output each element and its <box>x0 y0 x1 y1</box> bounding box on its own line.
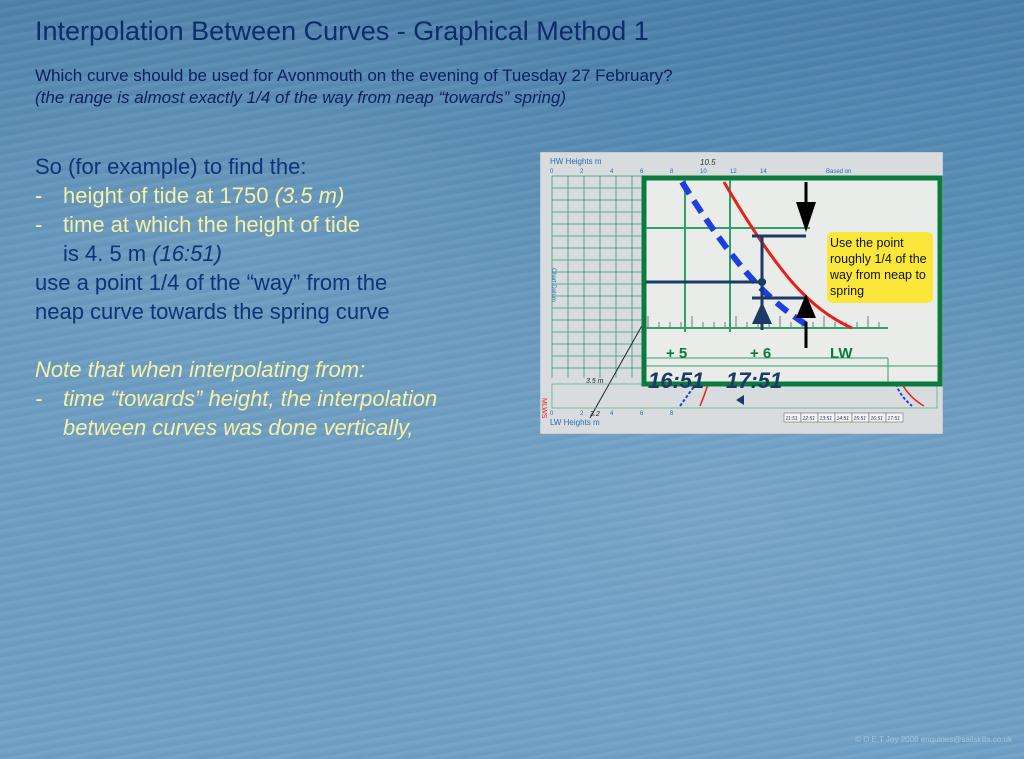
bullet-time: - time at which the height of tide <box>35 212 361 237</box>
note-heading: Note that when interpolating from: <box>35 357 366 382</box>
top-tick-label: 2 <box>580 169 584 175</box>
bullet-time-cont: is 4. 5 m (16:51) <box>63 241 222 266</box>
top-marker: 10.5 <box>700 158 716 167</box>
time-box-label: 11:51 <box>785 416 798 422</box>
use-line-2: neap curve towards the spring curve <box>35 299 390 324</box>
note-bullet-cont: between curves was done vertically, <box>63 415 414 440</box>
bottom-tick-label: 2 <box>580 411 584 417</box>
use-line-1: use a point 1/4 of the “way” from the <box>35 270 388 295</box>
bottom-tick-label: 0 <box>550 411 554 417</box>
bottom-tick-label: 4 <box>610 411 614 417</box>
top-tick-label: 8 <box>670 169 674 175</box>
interpolation-point <box>758 278 766 286</box>
time-box-label: 13:51 <box>819 416 833 422</box>
copyright: © O E T Joy 2008 enquiries@sailskills.co.uk <box>855 735 1012 744</box>
bottom-marker: 3.2 <box>590 411 600 418</box>
subtitle-line-1: Which curve should be used for Avonmouth on the evening of Tuesday 27 February? <box>35 66 673 85</box>
inset-time-label: 16:51 <box>648 368 705 393</box>
top-tick-label: 14 <box>760 169 767 175</box>
body-text <box>35 152 505 442</box>
bottom-axis-label: LW Heights m <box>550 418 600 427</box>
time-box-label: 15:51 <box>853 416 867 422</box>
time-boxes <box>784 413 903 422</box>
bullet-height: - height of tide at 1750 (3.5 m) <box>35 183 345 208</box>
slide-title: Interpolation Between Curves - Graphical Method 1 <box>35 16 649 46</box>
inset-time-label: 17:51 <box>726 368 783 393</box>
subtitle-line-2: (the range is almost exactly 1/4 of the way from neap “towards” spring) <box>35 88 567 107</box>
top-axis-label: HW Heights m <box>550 157 602 166</box>
top-tick-label: 10 <box>700 169 707 175</box>
slide-subtitle <box>35 65 673 109</box>
top-tick-label: 0 <box>550 169 554 175</box>
hour-label: + 5 <box>666 345 688 362</box>
intro-line: So (for example) to find the: <box>35 154 307 179</box>
note-bullet: - time “towards” height, the interpolation <box>35 386 438 411</box>
side-label: Chart Datum <box>550 268 556 303</box>
hour-label: + 6 <box>750 345 772 362</box>
bottom-tick-label: 6 <box>640 411 644 417</box>
time-box-label: 17:51 <box>887 416 901 422</box>
top-tick-label: 6 <box>640 169 644 175</box>
top-tick-label: 12 <box>730 169 737 175</box>
time-box-label: 16:51 <box>870 416 884 422</box>
left-marker: 3.5 m <box>586 378 604 385</box>
bottom-tick-label: 8 <box>670 411 674 417</box>
based-on-label: Based on <box>826 169 852 175</box>
time-box-label: 12:51 <box>802 416 816 422</box>
time-box-label: 14:51 <box>836 416 850 422</box>
callout-note: Use the point roughly 1/4 of the way from neap to spring <box>827 232 933 303</box>
top-tick-label: 4 <box>610 169 614 175</box>
mlws-label: MLWS <box>540 398 547 419</box>
hour-label: LW <box>830 345 853 362</box>
